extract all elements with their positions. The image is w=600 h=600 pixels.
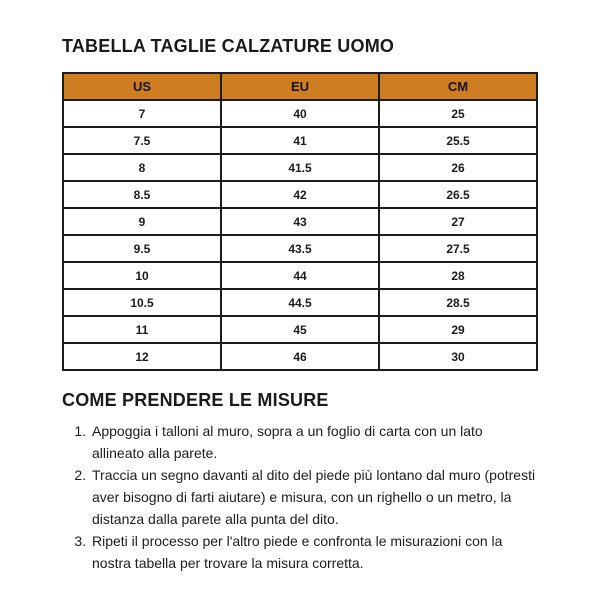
table-row [63,154,537,181]
table-row [63,316,537,343]
table-cell-us: 9.5 [63,235,221,262]
table-cell-cm: 30 [379,343,537,370]
table-cell-eu: 46 [221,343,379,370]
size-table-head [63,73,537,100]
table-cell-cm: 26.5 [379,181,537,208]
size-table-header-row [63,73,537,100]
table-cell-us: 12 [63,343,221,370]
size-table-header-cm: CM [379,73,537,100]
size-table-header-eu: EU [221,73,379,100]
table-row [63,262,537,289]
table-cell-eu: 44 [221,262,379,289]
table-cell-eu: 45 [221,316,379,343]
table-cell-eu: 41.5 [221,154,379,181]
table-cell-cm: 28 [379,262,537,289]
table-cell-cm: 27.5 [379,235,537,262]
table-row [63,181,537,208]
instruction-item-1: 1. Appoggia i talloni al muro, sopra a un foglio di carta con un lato allineato alla parete. [90,420,538,464]
table-row [63,343,537,370]
table-cell-cm: 25 [379,100,537,127]
table-row [63,235,537,262]
table-cell-eu: 43 [221,208,379,235]
table-cell-cm: 29 [379,316,537,343]
size-table-header-us: US [63,73,221,100]
size-table [62,72,538,371]
table-cell-us: 11 [63,316,221,343]
table-cell-us: 10.5 [63,289,221,316]
instruction-item-3: 3. Ripeti il processo per l'altro piede e confronta le misurazioni con la nostra tabella per trovare la misura corretta. [90,530,538,574]
table-cell-cm: 26 [379,154,537,181]
table-cell-us: 9 [63,208,221,235]
table-cell-us: 8.5 [63,181,221,208]
table-cell-cm: 25.5 [379,127,537,154]
table-cell-eu: 40 [221,100,379,127]
table-row [63,100,537,127]
table-row [63,127,537,154]
page-title: TABELLA TAGLIE CALZATURE UOMO [62,36,395,56]
table-cell-eu: 44.5 [221,289,379,316]
table-cell-eu: 41 [221,127,379,154]
table-cell-eu: 43.5 [221,235,379,262]
table-cell-us: 10 [63,262,221,289]
table-cell-us: 7.5 [63,127,221,154]
table-cell-us: 8 [63,154,221,181]
table-cell-cm: 28.5 [379,289,537,316]
measure-instructions-list [62,420,538,574]
table-row [63,289,537,316]
table-cell-eu: 42 [221,181,379,208]
size-table-body [63,100,537,370]
section-title-measure: COME PRENDERE LE MISURE [62,390,329,410]
table-cell-us: 7 [63,100,221,127]
instruction-item-2: 2. Traccia un segno davanti al dito del piede più lontano dal muro (potresti aver bisogno di farti aiutare) e misura, con un righello o un metro, la distanza dalla parete alla punta del dito. [90,464,538,530]
table-row [63,208,537,235]
table-cell-cm: 27 [379,208,537,235]
